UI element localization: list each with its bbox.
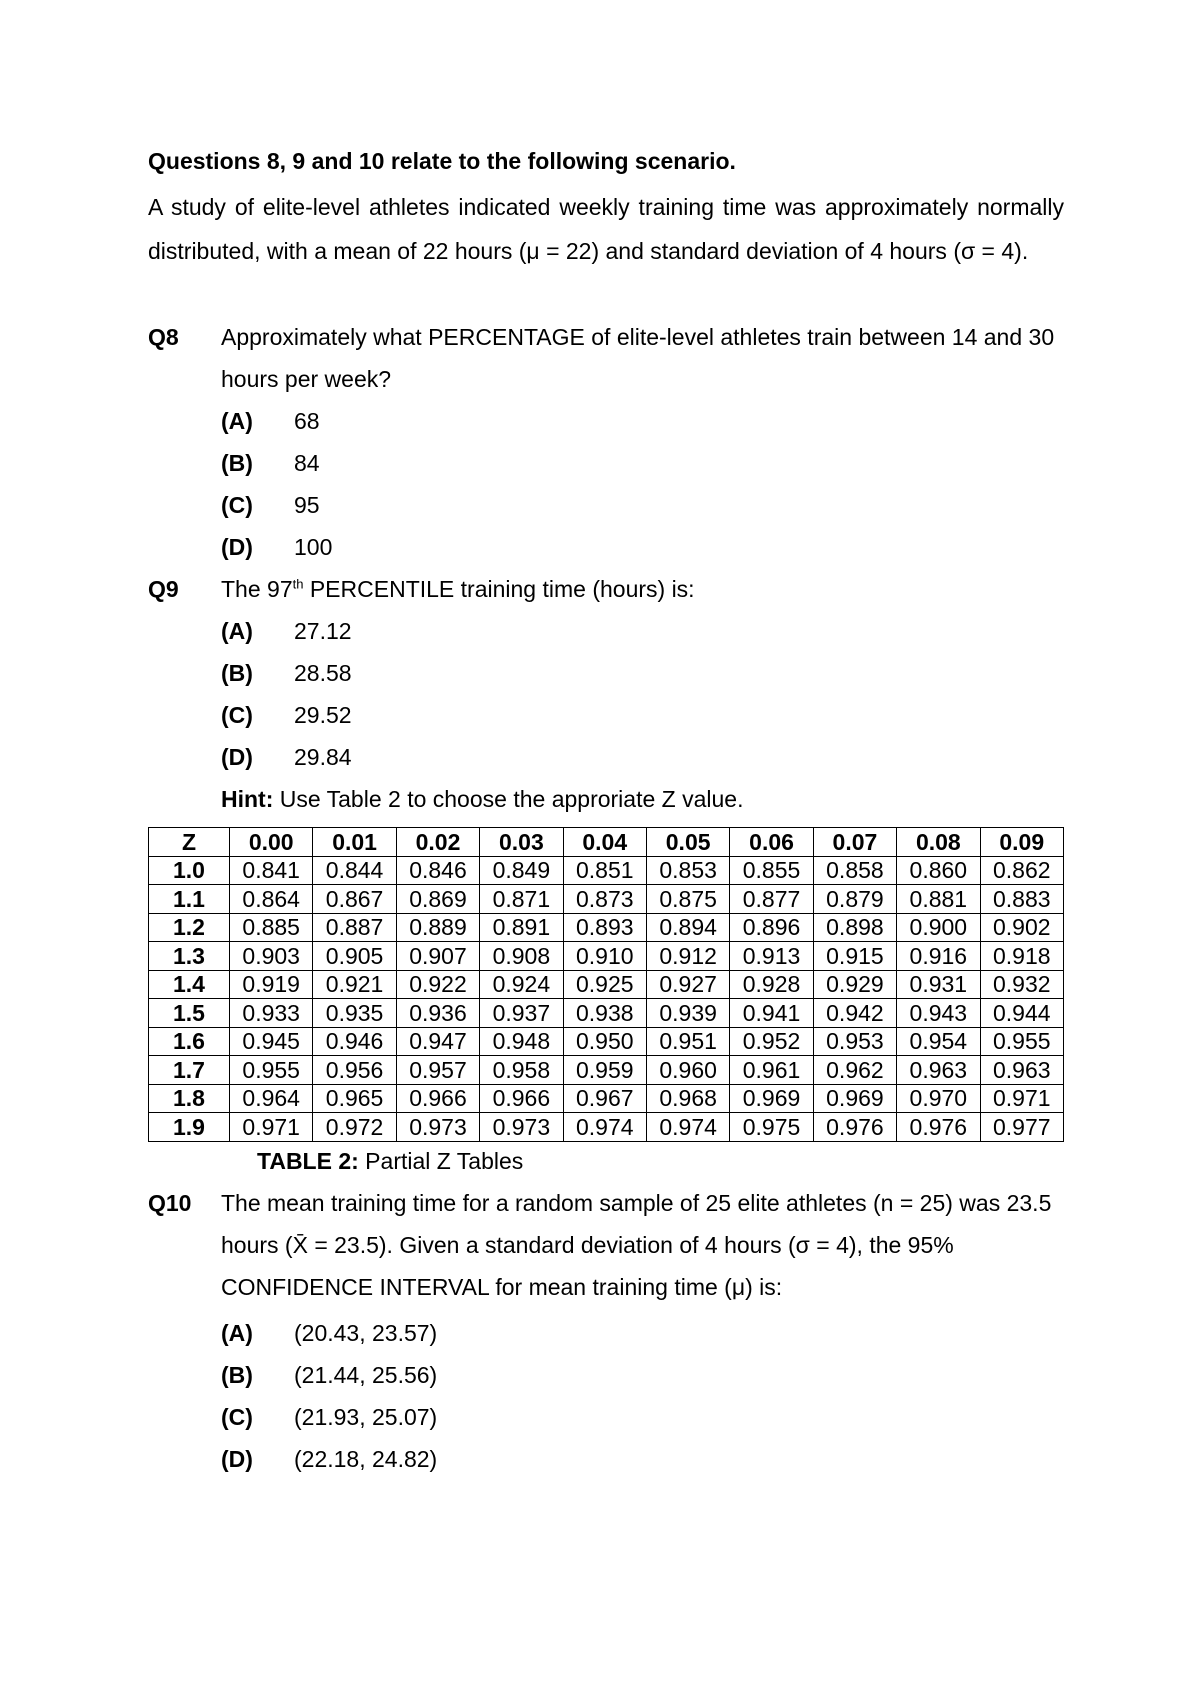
z-row-label: 1.4 <box>149 970 230 999</box>
z-table-row <box>149 913 1064 942</box>
option-label: (B) <box>221 1362 253 1388</box>
z-cell: 0.849 <box>480 856 563 885</box>
scenario-heading: Questions 8, 9 and 10 relate to the following scenario. <box>148 148 736 174</box>
z-cell: 0.879 <box>813 885 896 914</box>
hint-label: Hint: <box>221 786 274 812</box>
caption-label: TABLE 2: <box>257 1148 359 1174</box>
z-cell: 0.889 <box>396 913 479 942</box>
z-cell: 0.918 <box>980 942 1063 971</box>
z-cell: 0.858 <box>813 856 896 885</box>
z-cell: 0.900 <box>897 913 980 942</box>
hint-text: Use Table 2 to choose the approriate Z value. <box>273 786 744 812</box>
z-cell: 0.956 <box>313 1056 396 1085</box>
z-cell: 0.916 <box>897 942 980 971</box>
header-cell: 0.01 <box>313 828 396 857</box>
q9-text-after: PERCENTILE training time (hours) is: <box>303 576 695 602</box>
z-cell: 0.922 <box>396 970 479 999</box>
z-cell: 0.976 <box>897 1113 980 1142</box>
z-cell: 0.954 <box>897 1027 980 1056</box>
z-cell: 0.969 <box>813 1084 896 1113</box>
z-row-label: 1.9 <box>149 1113 230 1142</box>
z-cell: 0.936 <box>396 999 479 1028</box>
z-cell: 0.927 <box>646 970 729 999</box>
z-cell: 0.975 <box>730 1113 813 1142</box>
z-cell: 0.853 <box>646 856 729 885</box>
z-cell: 0.860 <box>897 856 980 885</box>
option-value: 84 <box>294 450 320 476</box>
option-label: (A) <box>221 1320 253 1346</box>
header-cell: 0.00 <box>230 828 313 857</box>
caption-text: Partial Z Tables <box>358 1148 524 1174</box>
z-row-label: 1.6 <box>149 1027 230 1056</box>
z-cell: 0.855 <box>730 856 813 885</box>
z-cell: 0.885 <box>230 913 313 942</box>
z-cell: 0.896 <box>730 913 813 942</box>
option-value: 28.58 <box>294 660 352 686</box>
q9-text-before: The 97 <box>221 576 293 602</box>
z-row-label: 1.1 <box>149 885 230 914</box>
z-cell: 0.905 <box>313 942 396 971</box>
z-cell: 0.932 <box>980 970 1063 999</box>
z-cell: 0.953 <box>813 1027 896 1056</box>
z-cell: 0.894 <box>646 913 729 942</box>
option-label: (A) <box>221 618 253 644</box>
z-table-row <box>149 1027 1064 1056</box>
q8-number: Q8 <box>148 324 179 350</box>
z-cell: 0.877 <box>730 885 813 914</box>
z-cell: 0.903 <box>230 942 313 971</box>
z-cell: 0.939 <box>646 999 729 1028</box>
option-label: (D) <box>221 534 253 560</box>
z-cell: 0.972 <box>313 1113 396 1142</box>
z-cell: 0.966 <box>396 1084 479 1113</box>
z-row-label: 1.0 <box>149 856 230 885</box>
option-label: (B) <box>221 450 253 476</box>
z-cell: 0.943 <box>897 999 980 1028</box>
header-cell: 0.04 <box>563 828 646 857</box>
option-value: (21.44, 25.56) <box>294 1362 438 1388</box>
option-label: (B) <box>221 660 253 686</box>
z-cell: 0.968 <box>646 1084 729 1113</box>
z-cell: 0.963 <box>980 1056 1063 1085</box>
z-cell: 0.973 <box>480 1113 563 1142</box>
z-cell: 0.974 <box>563 1113 646 1142</box>
z-row-label: 1.5 <box>149 999 230 1028</box>
z-cell: 0.963 <box>897 1056 980 1085</box>
option-value: (22.18, 24.82) <box>294 1446 438 1472</box>
option-value: 27.12 <box>294 618 352 644</box>
z-cell: 0.891 <box>480 913 563 942</box>
z-cell: 0.955 <box>230 1056 313 1085</box>
z-cell: 0.952 <box>730 1027 813 1056</box>
z-cell: 0.977 <box>980 1113 1063 1142</box>
z-table-row <box>149 856 1064 885</box>
z-cell: 0.915 <box>813 942 896 971</box>
header-cell: 0.07 <box>813 828 896 857</box>
z-cell: 0.938 <box>563 999 646 1028</box>
header-cell: 0.08 <box>897 828 980 857</box>
option-label: (A) <box>221 408 253 434</box>
option-value: 29.52 <box>294 702 352 728</box>
header-cell: 0.03 <box>480 828 563 857</box>
z-cell: 0.959 <box>563 1056 646 1085</box>
z-cell: 0.931 <box>897 970 980 999</box>
q9-text-sup: th <box>292 576 304 592</box>
z-table-row <box>149 970 1064 999</box>
header-cell: 0.09 <box>980 828 1063 857</box>
z-cell: 0.944 <box>980 999 1063 1028</box>
z-cell: 0.971 <box>230 1113 313 1142</box>
scenario-text: A study of elite-level athletes indicated weekly training time was approximately normally distributed, with a mean of 22 hours (μ = 22) and standard deviation of 4 hours (σ = 4). <box>148 194 1064 264</box>
z-cell: 0.961 <box>730 1056 813 1085</box>
q10-number: Q10 <box>148 1190 192 1216</box>
z-cell: 0.908 <box>480 942 563 971</box>
z-cell: 0.873 <box>563 885 646 914</box>
z-cell: 0.960 <box>646 1056 729 1085</box>
z-cell: 0.902 <box>980 913 1063 942</box>
z-table-row <box>149 942 1064 971</box>
z-cell: 0.970 <box>897 1084 980 1113</box>
option-label: (D) <box>221 744 253 770</box>
z-cell: 0.937 <box>480 999 563 1028</box>
z-cell: 0.969 <box>730 1084 813 1113</box>
z-cell: 0.966 <box>480 1084 563 1113</box>
z-cell: 0.967 <box>563 1084 646 1113</box>
q9-text <box>221 568 1064 610</box>
z-cell: 0.925 <box>563 970 646 999</box>
header-cell: 0.05 <box>646 828 729 857</box>
z-row-label: 1.8 <box>149 1084 230 1113</box>
z-cell: 0.883 <box>980 885 1063 914</box>
header-cell: Z <box>149 828 230 857</box>
q9-hint <box>221 784 743 814</box>
table-caption <box>257 1146 523 1176</box>
z-cell: 0.974 <box>646 1113 729 1142</box>
z-cell: 0.933 <box>230 999 313 1028</box>
header-cell: 0.06 <box>730 828 813 857</box>
z-cell: 0.962 <box>813 1056 896 1085</box>
z-table-header-row <box>149 828 1064 857</box>
q8-text: Approximately what PERCENTAGE of elite-level athletes train between 14 and 30 hours per week? <box>221 324 1055 392</box>
header-cell: 0.02 <box>396 828 479 857</box>
z-cell: 0.947 <box>396 1027 479 1056</box>
z-cell: 0.871 <box>480 885 563 914</box>
z-cell: 0.924 <box>480 970 563 999</box>
z-cell: 0.862 <box>980 856 1063 885</box>
z-cell: 0.964 <box>230 1084 313 1113</box>
z-cell: 0.875 <box>646 885 729 914</box>
z-cell: 0.941 <box>730 999 813 1028</box>
option-value: (20.43, 23.57) <box>294 1320 438 1346</box>
z-cell: 0.864 <box>230 885 313 914</box>
z-cell: 0.913 <box>730 942 813 971</box>
z-cell: 0.965 <box>313 1084 396 1113</box>
z-row-label: 1.3 <box>149 942 230 971</box>
z-cell: 0.893 <box>563 913 646 942</box>
z-cell: 0.958 <box>480 1056 563 1085</box>
z-cell: 0.957 <box>396 1056 479 1085</box>
z-table-row <box>149 1056 1064 1085</box>
z-cell: 0.945 <box>230 1027 313 1056</box>
option-label: (D) <box>221 1446 253 1472</box>
z-cell: 0.841 <box>230 856 313 885</box>
z-cell: 0.951 <box>646 1027 729 1056</box>
z-cell: 0.910 <box>563 942 646 971</box>
q10-text: The mean training time for a random sample of 25 elite athletes (n = 25) was 23.5 hours (X̄ = 23.5). Given a standard deviation of 4 hours (σ = 4), the 95% CONFIDENCE INTERVAL for mean training time (μ) is: <box>221 1190 1052 1300</box>
z-row-label: 1.7 <box>149 1056 230 1085</box>
z-cell: 0.881 <box>897 885 980 914</box>
z-cell: 0.887 <box>313 913 396 942</box>
z-table-row <box>149 885 1064 914</box>
z-cell: 0.950 <box>563 1027 646 1056</box>
z-cell: 0.919 <box>230 970 313 999</box>
z-table <box>148 827 1064 1142</box>
q9-number: Q9 <box>148 576 179 602</box>
z-cell: 0.869 <box>396 885 479 914</box>
option-value: 95 <box>294 492 320 518</box>
z-cell: 0.955 <box>980 1027 1063 1056</box>
option-label: (C) <box>221 492 253 518</box>
z-cell: 0.912 <box>646 942 729 971</box>
z-cell: 0.921 <box>313 970 396 999</box>
z-cell: 0.851 <box>563 856 646 885</box>
z-table-row <box>149 999 1064 1028</box>
option-value: 100 <box>294 534 333 560</box>
z-cell: 0.928 <box>730 970 813 999</box>
z-cell: 0.948 <box>480 1027 563 1056</box>
z-cell: 0.907 <box>396 942 479 971</box>
z-cell: 0.942 <box>813 999 896 1028</box>
z-row-label: 1.2 <box>149 913 230 942</box>
z-cell: 0.973 <box>396 1113 479 1142</box>
z-cell: 0.846 <box>396 856 479 885</box>
z-cell: 0.929 <box>813 970 896 999</box>
option-value: 29.84 <box>294 744 352 770</box>
z-cell: 0.867 <box>313 885 396 914</box>
z-table-row <box>149 1084 1064 1113</box>
option-value: (21.93, 25.07) <box>294 1404 438 1430</box>
z-cell: 0.935 <box>313 999 396 1028</box>
option-value: 68 <box>294 408 320 434</box>
z-cell: 0.844 <box>313 856 396 885</box>
z-cell: 0.976 <box>813 1113 896 1142</box>
z-cell: 0.898 <box>813 913 896 942</box>
z-cell: 0.946 <box>313 1027 396 1056</box>
z-table-row <box>149 1113 1064 1142</box>
option-label: (C) <box>221 702 253 728</box>
z-cell: 0.971 <box>980 1084 1063 1113</box>
option-label: (C) <box>221 1404 253 1430</box>
